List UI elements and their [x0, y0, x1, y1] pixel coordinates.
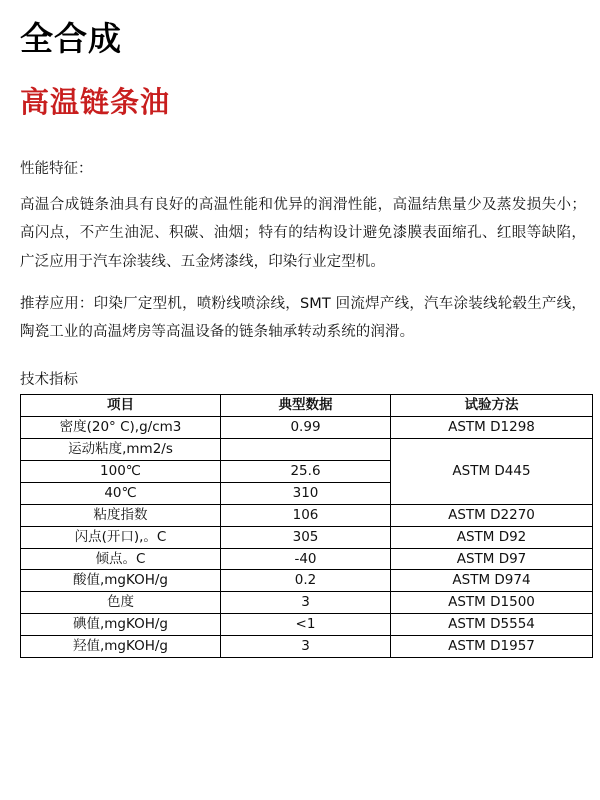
table-header-item: 项目 — [21, 395, 221, 417]
cell-method: ASTM D1298 — [391, 417, 593, 439]
table-row — [21, 417, 593, 439]
cell-value: 25.6 — [221, 461, 391, 483]
cell-item: 40℃ — [21, 482, 221, 504]
table-row — [21, 636, 593, 658]
cell-item: 碘值,mgKOH/g — [21, 614, 221, 636]
cell-item: 运动粘度,mm2/s — [21, 439, 221, 461]
cell-item: 密度(20° C),g/cm3 — [21, 417, 221, 439]
table-row — [21, 614, 593, 636]
table-row — [21, 526, 593, 548]
table-row — [21, 439, 593, 461]
tech-spec-label: 技术指标 — [20, 372, 78, 389]
cell-method: ASTM D92 — [391, 526, 593, 548]
cell-method: ASTM D2270 — [391, 504, 593, 526]
spec-table — [20, 394, 593, 658]
table-header-value: 典型数据 — [221, 395, 391, 417]
cell-item: 闪点(开口),。C — [21, 526, 221, 548]
cell-value: 310 — [221, 482, 391, 504]
cell-value: 106 — [221, 504, 391, 526]
table-header-method: 试验方法 — [391, 395, 593, 417]
cell-method: ASTM D97 — [391, 548, 593, 570]
cell-item: 100℃ — [21, 461, 221, 483]
cell-item: 色度 — [21, 592, 221, 614]
table-row — [21, 592, 593, 614]
cell-item: 倾点。C — [21, 548, 221, 570]
cell-method: ASTM D974 — [391, 570, 593, 592]
cell-method: ASTM D445 — [391, 439, 593, 505]
cell-value: 0.99 — [221, 417, 391, 439]
cell-method: ASTM D5554 — [391, 614, 593, 636]
table-header-row — [21, 395, 593, 417]
cell-value: 305 — [221, 526, 391, 548]
table-row — [21, 570, 593, 592]
page-title: 全合成 — [20, 19, 122, 58]
product-name-title: 高温链条油 — [20, 84, 171, 119]
cell-item: 羟值,mgKOH/g — [21, 636, 221, 658]
application-paragraph: 推荐应用：印染厂定型机，喷粉线喷涂线，SMT 回流焊产线，汽车涂装线轮毂生产线，陶瓷工业的高温烤房等高温设备的链条轴承转动系统的润滑。 — [20, 295, 586, 341]
cell-value: 0.2 — [221, 570, 391, 592]
features-paragraph: 高温合成链条油具有良好的高温性能和优异的润滑性能，高温结焦量少及蒸发损失小；高闪点，不产生油泥、积碳、油烟；特有的结构设计避免漆膜表面缩孔、红眼等缺陷，广泛应用于汽车涂装线、五金烤漆线，印染行业定型机。 — [20, 197, 586, 270]
cell-value: <1 — [221, 614, 391, 636]
cell-item: 粘度指数 — [21, 504, 221, 526]
cell-method: ASTM D1500 — [391, 592, 593, 614]
table-row — [21, 504, 593, 526]
cell-method: ASTM D1957 — [391, 636, 593, 658]
cell-item: 酸值,mgKOH/g — [21, 570, 221, 592]
features-label: 性能特征： — [20, 161, 93, 178]
cell-value: 3 — [221, 636, 391, 658]
cell-value — [221, 439, 391, 461]
table-row — [21, 548, 593, 570]
cell-value: 3 — [221, 592, 391, 614]
cell-value: -40 — [221, 548, 391, 570]
